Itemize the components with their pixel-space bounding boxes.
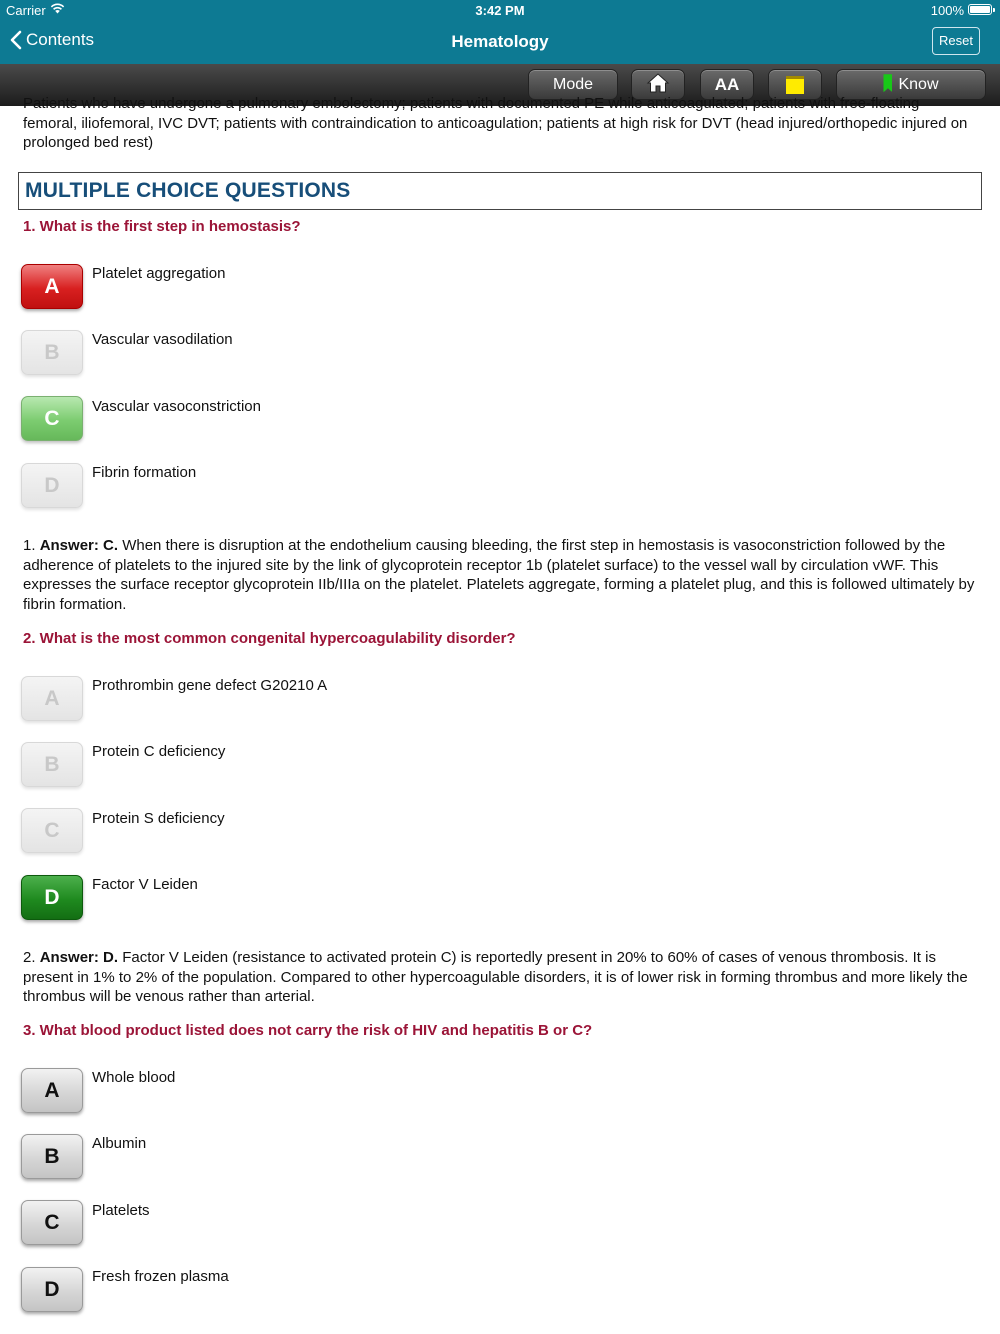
intro-paragraph: Patients who have undergone a pulmonary embolectomy; patients with documented PE while anticoagulated; patients with free-floating femoral, iliofemoral, IVC DVT; patients with contraindication to anticoagulation; patients at high risk for DVT (head injured/orthopedic injured on prolonged bed rest): [23, 95, 968, 152]
q3-choice-c-text: Platelets: [92, 1202, 150, 1219]
question-3: 3. What blood product listed does not carry the risk of HIV and hepatitis B or C?: [23, 1022, 593, 1039]
carrier-label: Carrier: [6, 3, 46, 18]
q2-answer-label: Answer: D.: [39, 949, 119, 966]
q2-answer-prefix: 2.: [23, 949, 40, 966]
home-icon: [647, 73, 669, 93]
q1-choice-b-button[interactable]: B: [21, 330, 83, 375]
question-2: 2. What is the most common congenital hypercoagulability disorder?: [23, 630, 516, 647]
q3-choice-a-text: Whole blood: [92, 1069, 176, 1086]
content-area[interactable]: [0, 95, 1000, 1334]
q1-choice-b-text: Vascular vasodilation: [92, 331, 233, 348]
battery-percent: 100%: [930, 3, 964, 18]
status-bar: [0, 0, 1000, 22]
q2-answer-explanation: [23, 948, 978, 1007]
font-size-icon: AA: [714, 75, 740, 94]
q3-choice-c-button[interactable]: C: [21, 1200, 83, 1245]
q3-choice-d-button[interactable]: D: [21, 1267, 83, 1312]
q3-choice-a-button[interactable]: A: [21, 1068, 83, 1113]
status-time: 3:42 PM: [475, 3, 525, 18]
q2-choice-d-text: Factor V Leiden: [92, 876, 198, 893]
top-bar: [0, 0, 1000, 64]
know-label: Know: [898, 76, 939, 93]
back-button[interactable]: [10, 30, 94, 50]
mode-button[interactable]: Mode: [528, 69, 618, 100]
q2-choice-c-button[interactable]: C: [21, 808, 83, 853]
question-1: 1. What is the first step in hemostasis?: [23, 218, 301, 235]
q1-choice-c-button[interactable]: C: [21, 396, 83, 441]
battery-icon: [968, 4, 992, 15]
q1-choice-d-text: Fibrin formation: [92, 464, 197, 481]
q3-choice-d-text: Fresh frozen plasma: [92, 1268, 229, 1285]
section-header: [18, 172, 982, 210]
q2-choice-a-text: Prothrombin gene defect G20210 A: [92, 677, 328, 694]
q1-answer-prefix: 1.: [23, 537, 40, 554]
q3-choice-b-button[interactable]: B: [21, 1134, 83, 1179]
q1-answer-text: When there is disruption at the endothelium causing bleeding, the first step in hemostasis is vasoconstriction followed by the adherence of platelets to the injured site by the link of glycoprotein receptor 1b (platelet surface) to the vessel wall by circulation vWF. This expresses the surface receptor glycoprotein IIb/IIIa on the platelet. Platelets aggregate, forming a platelet plug, and this is followed ultimately by fibrin formation.: [23, 537, 975, 614]
reset-button[interactable]: Reset: [932, 27, 980, 55]
q1-answer-label: Answer: C.: [39, 537, 119, 554]
q2-choice-c-text: Protein S deficiency: [92, 810, 225, 827]
q1-choice-a-text: Platelet aggregation: [92, 265, 226, 282]
q1-choice-d-button[interactable]: D: [21, 463, 83, 508]
q2-choice-a-button[interactable]: A: [21, 676, 83, 721]
note-icon: [786, 76, 804, 94]
chevron-left-icon: [10, 30, 22, 50]
q1-choice-c-text: Vascular vasoconstriction: [92, 398, 261, 415]
q1-answer-explanation: [23, 536, 978, 615]
q2-answer-text: Factor V Leiden (resistance to activated protein C) is reportedly present in 20% to 60% of cases of venous thrombosis. It is present in 1% to 2% of the population. Compared to other hypercoagulable disorders, it is of lower risk in forming thrombus and more likely the thrombus will be venous rather than arterial.: [23, 949, 968, 1006]
q2-choice-b-text: Protein C deficiency: [92, 743, 226, 760]
q2-choice-b-button[interactable]: B: [21, 742, 83, 787]
q3-choice-b-text: Albumin: [92, 1135, 147, 1152]
back-label: Contents: [26, 30, 95, 49]
page-title: Hematology: [451, 32, 549, 51]
q2-choice-d-button[interactable]: D: [21, 875, 83, 920]
section-title: MULTIPLE CHOICE QUESTIONS: [25, 179, 351, 202]
q1-choice-a-button[interactable]: A: [21, 264, 83, 309]
bookmark-flag-icon: [883, 74, 892, 92]
